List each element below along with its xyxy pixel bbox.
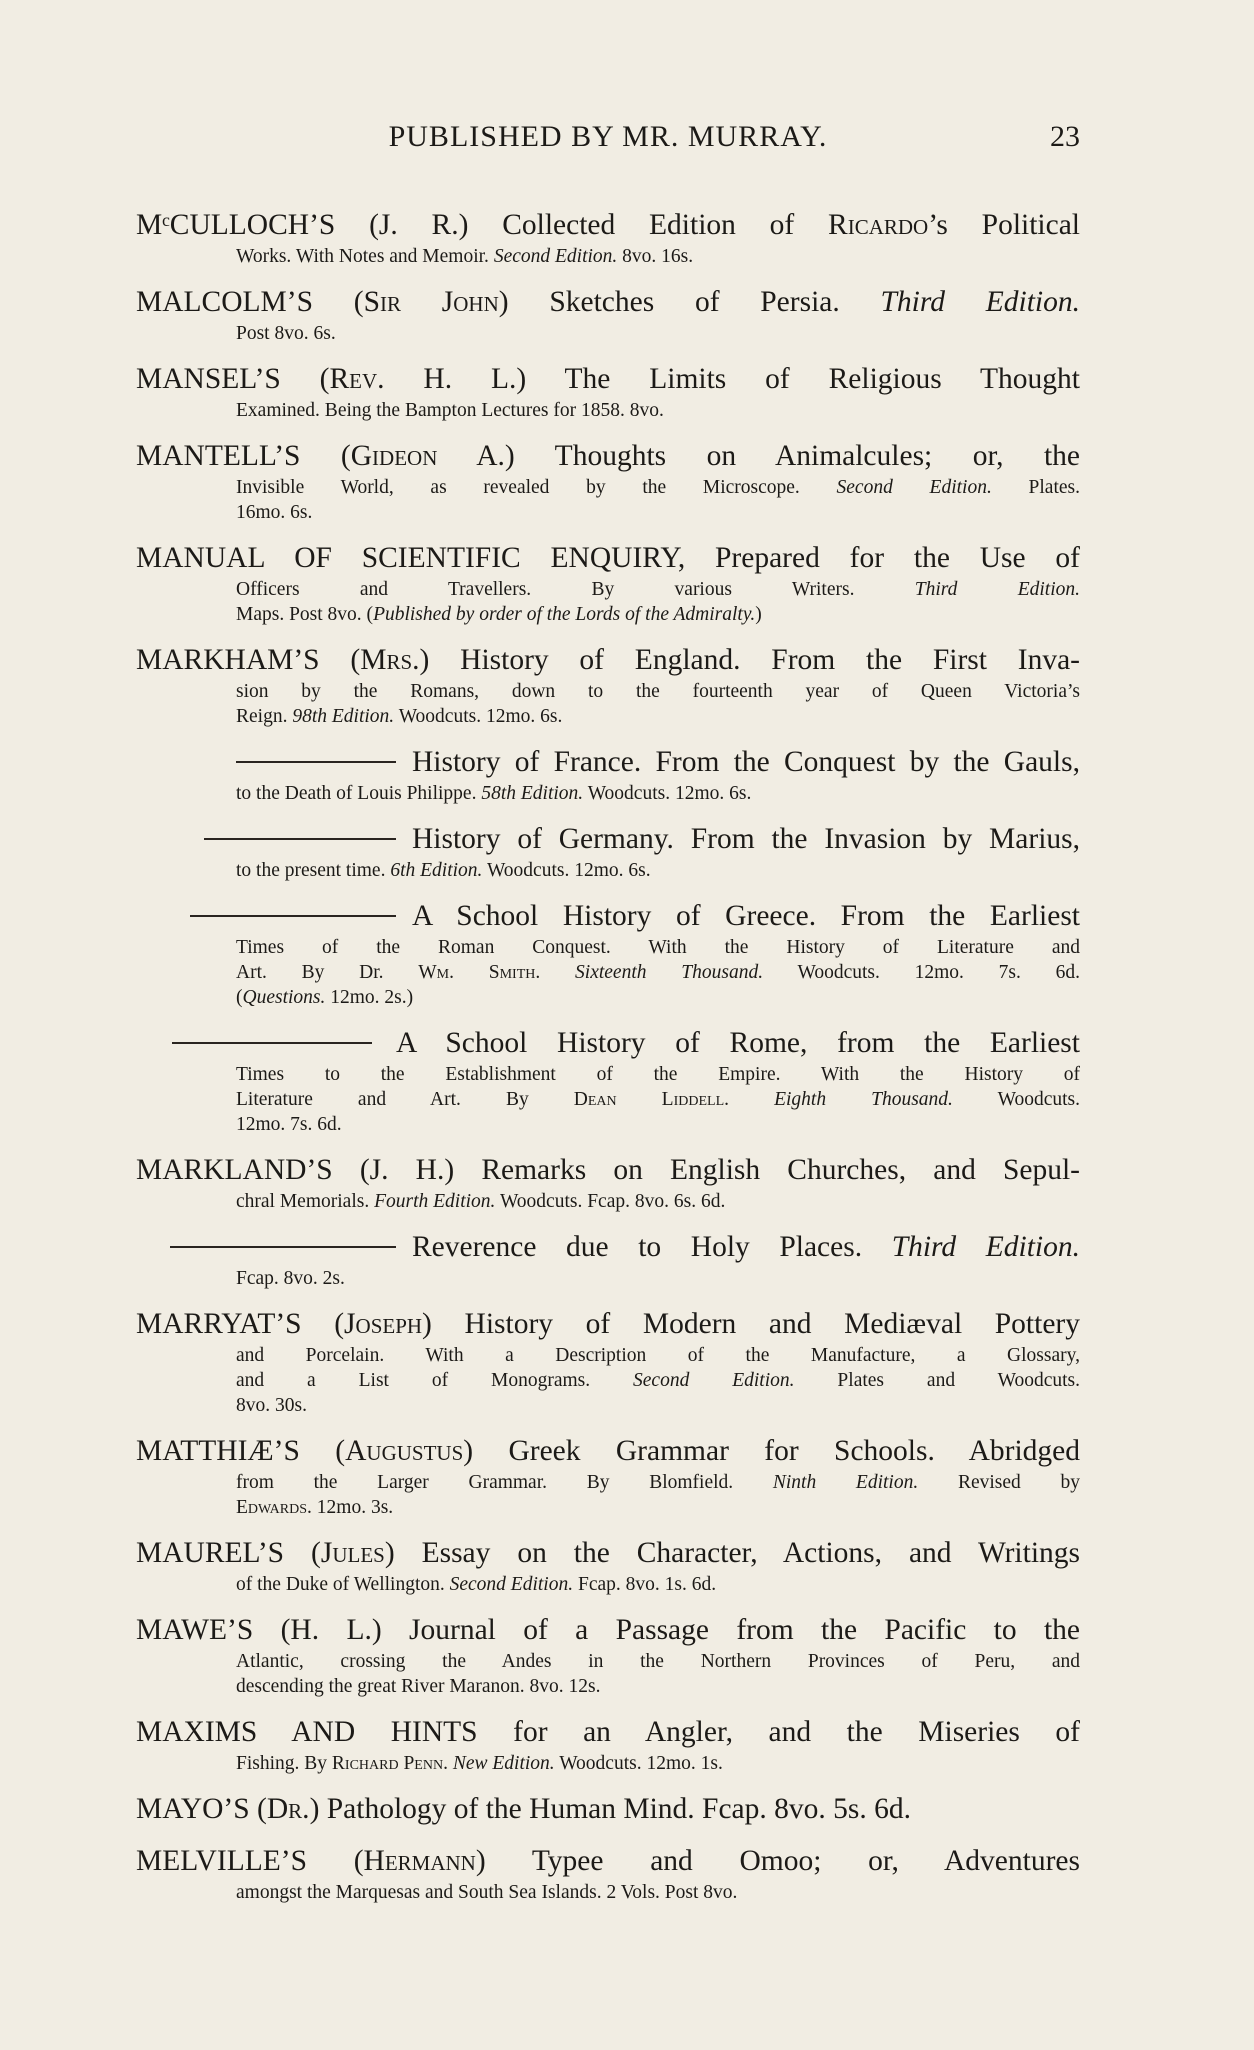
dash-row [136, 743, 1080, 781]
small-caps-text: Dean Liddell. [573, 1089, 730, 1110]
entry-heading: MANUAL OF SCIENTIFIC ENQUIRY, Prepared for the Use of [136, 542, 1080, 574]
heading-text: ) Sketches of Persia. [498, 286, 881, 318]
heading-text: MANTELL’S ( [136, 440, 351, 472]
entry-description [136, 1266, 1080, 1291]
catalog-entry-manual [136, 539, 1080, 627]
italic-text: Published by order of the Lords of the Admiralty. [373, 604, 756, 625]
description-line [236, 1572, 1080, 1597]
entry-description [136, 1649, 1080, 1699]
description-line: and Porcelain. With a Description of the Manufacture, a Glossary, [236, 1345, 1080, 1366]
description-line: Times of the Roman Conquest. With the History of Literature and [236, 937, 1080, 958]
dash-row [136, 1024, 1080, 1062]
text: Maps. Post 8vo. ( [236, 604, 374, 625]
catalog-entry-markland [136, 1151, 1080, 1214]
italic-text: Ninth Edition. [772, 1472, 919, 1493]
description-line [236, 985, 1080, 1010]
heading-text: MARRYAT’S ( [136, 1308, 345, 1340]
text: Officers and Travellers. By various Writers. [236, 579, 915, 600]
italic-text: Second Edition. [633, 1370, 795, 1391]
heading-text: ) Essay on the Character, Actions, and Writings [384, 1537, 1080, 1569]
text: Woodcuts. Fcap. 8vo. 6s. 6d. [495, 1191, 726, 1212]
entry-heading: A School History of Greece. From the Earliest [412, 900, 1080, 932]
description-line: 16mo. 6s. [236, 502, 313, 523]
italic-text: Third Edition. [914, 579, 1081, 600]
ditto-rule [190, 915, 396, 917]
heading-small-caps: icardo [847, 209, 929, 241]
italic-text: Fourth Edition. [374, 1191, 496, 1212]
description-line [236, 960, 1080, 985]
entry-description [136, 1880, 1080, 1905]
text: chral Memorials. [236, 1191, 375, 1212]
heading-text: Reverence due to Holy Places. [412, 1231, 892, 1263]
heading-small-caps: Sir John [363, 286, 499, 318]
heading-text: ) Typee and Omoo; or, Adventures [475, 1845, 1080, 1877]
catalog-entry-school-history-rome [136, 1024, 1080, 1137]
text: ( [236, 987, 243, 1008]
entry-heading: MARKLAND’S (J. H.) Remarks on English Churches, and Sepul- [136, 1154, 1080, 1186]
heading-small-caps: Hermann [363, 1845, 476, 1877]
italic-text: Second Edition. [449, 1574, 574, 1595]
entry-description [136, 781, 1080, 806]
text: Woodcuts. 12mo. 1s. [554, 1753, 723, 1774]
catalog-entry-mcculloch [136, 206, 1080, 269]
small-caps-text: Edwards. [236, 1497, 312, 1518]
description-line [236, 1470, 1080, 1495]
entry-heading [136, 206, 1080, 244]
heading-text: H. L.) The Limits of Religious Thought [384, 363, 1080, 395]
description-line: descending the great River Maranon. 8vo. 12s. [236, 1676, 601, 1697]
text: from the Larger Grammar. By Blomfield. [236, 1472, 773, 1493]
heading-text: MALCOLM’S ( [136, 286, 364, 318]
text: Art. By Dr. [236, 962, 419, 983]
heading-italic: Third Edition. [891, 1231, 1080, 1263]
ditto-rule [204, 838, 396, 840]
entry-description [136, 1470, 1080, 1520]
heading-text: ) History of Modern and Mediæval Pottery [422, 1308, 1080, 1340]
text: Fishing. By [236, 1753, 332, 1774]
entry-heading: MAXIMS AND HINTS for an Angler, and the Miseries of [136, 1716, 1080, 1748]
heading-text: MAYO’S ( [136, 1793, 267, 1825]
text: Works. With Notes and Memoir. [236, 246, 494, 267]
text: ) [755, 604, 762, 625]
entry-description [136, 577, 1080, 627]
running-head [136, 120, 1080, 164]
entry-heading [412, 1228, 1080, 1266]
text: to the present time. [236, 860, 391, 881]
catalog-entry-matthiae [136, 1432, 1080, 1520]
text: Woodcuts. [952, 1089, 1081, 1110]
entry-heading [136, 1305, 1080, 1343]
text: 12mo. 2s.) [325, 987, 414, 1008]
entry-heading [136, 437, 1080, 475]
text: 8vo. 16s. [617, 246, 694, 267]
entry-heading: History of France. From the Conquest by the Gauls, [412, 746, 1080, 778]
italic-text: 58th Edition. [481, 783, 584, 804]
description-line: amongst the Marquesas and South Sea Islands. 2 Vols. Post 8vo. [236, 1882, 738, 1903]
description-line: Examined. Being the Bampton Lectures for 1858. 8vo. [236, 400, 664, 421]
heading-text: MARKHAM’S ( [136, 644, 361, 676]
page-number: 23 [1050, 120, 1080, 153]
text: Woodcuts. 12mo. 6s. [583, 783, 752, 804]
text [729, 1089, 774, 1110]
description-line [236, 244, 1080, 269]
running-title: PUBLISHED BY MR. MURRAY. [388, 120, 828, 153]
text: Invisible World, as revealed by the Microscope. [236, 477, 837, 498]
heading-text: MAUREL’S ( [136, 1537, 321, 1569]
catalog-entry-marryat [136, 1305, 1080, 1418]
text: 12mo. 3s. [311, 1497, 394, 1518]
entry-description [136, 1751, 1080, 1776]
text: Plates and Woodcuts. [794, 1370, 1080, 1391]
text: Woodcuts. 12mo. 6s. [482, 860, 651, 881]
text: and a List of Monograms. [236, 1370, 634, 1391]
entry-heading [136, 1534, 1080, 1572]
italic-text: New Edition. [452, 1753, 555, 1774]
description-line [236, 858, 1080, 883]
text: Woodcuts. 12mo. 7s. 6d. [763, 962, 1081, 983]
catalog-entry-mansel [136, 360, 1080, 423]
heading-small-caps: Rev. [329, 363, 385, 395]
italic-text: 6th Edition. [390, 860, 483, 881]
entry-description [136, 1062, 1080, 1137]
heading-italic: Third Edition. [880, 286, 1080, 318]
description-line [236, 781, 1080, 806]
heading-small-caps: Augustus [345, 1435, 464, 1467]
entry-heading [136, 1842, 1080, 1880]
entry-heading [136, 641, 1080, 679]
text: to the Death of Louis Philippe. [236, 783, 482, 804]
entry-description [136, 1572, 1080, 1597]
description-line [236, 1368, 1080, 1393]
description-line: 8vo. 30s. [236, 1395, 307, 1416]
heading-text: MᶜCULLOCH’S (J. R.) Collected Edition of R [136, 209, 848, 241]
description-line [236, 577, 1080, 602]
catalog-entry-maxims-and-hints [136, 1713, 1080, 1776]
heading-text: ) Greek Grammar for Schools. Abridged [463, 1435, 1080, 1467]
heading-text: MANSEL’S ( [136, 363, 330, 395]
heading-small-caps: Jules [320, 1537, 385, 1569]
description-line [236, 704, 1080, 729]
entry-description [136, 475, 1080, 525]
italic-text: Second Edition. [836, 477, 992, 498]
catalog-entry-malcolm [136, 283, 1080, 346]
entry-heading [136, 283, 1080, 321]
text: Reign. [236, 706, 293, 727]
heading-text: MELVILLE’S ( [136, 1845, 364, 1877]
italic-text: 98th Edition. [292, 706, 395, 727]
catalog-entry-reverence-holy-places [136, 1228, 1080, 1291]
heading-text: A.) Thoughts on Animalcules; or, the [437, 440, 1081, 472]
catalog-entry-history-of-germany [136, 820, 1080, 883]
heading-small-caps: Gideon [350, 440, 438, 472]
dash-row [136, 820, 1080, 858]
description-line: Post 8vo. 6s. [236, 323, 336, 344]
entry-description [136, 679, 1080, 729]
description-line [236, 475, 1080, 500]
ditto-rule [170, 1246, 396, 1248]
dash-row [136, 897, 1080, 935]
entry-description [136, 1189, 1080, 1214]
heading-small-caps: Mrs. [360, 644, 420, 676]
heading-text: ) Pathology of the Human Mind. Fcap. 8vo. 5s. 6d. [309, 1793, 911, 1825]
catalog-entry-maurel [136, 1534, 1080, 1597]
heading-small-caps: Dr. [266, 1793, 310, 1825]
entry-description [136, 398, 1080, 423]
description-line: Atlantic, crossing the Andes in the Northern Provinces of Peru, and [236, 1651, 1080, 1672]
small-caps-text: Richard Penn. [331, 1753, 448, 1774]
text: Woodcuts. 12mo. 6s. [394, 706, 563, 727]
text: Revised by [918, 1472, 1080, 1493]
catalog-entry-history-of-france [136, 743, 1080, 806]
description-line: Times to the Establishment of the Empire. With the History of [236, 1064, 1080, 1085]
description-line [236, 602, 1080, 627]
entry-description [136, 935, 1080, 1010]
description-line [236, 1189, 1080, 1214]
heading-text: ) History of England. From the First Inva- [419, 644, 1080, 676]
catalog-entry-markham [136, 641, 1080, 729]
heading-tail: ’s Political [928, 209, 1080, 241]
description-line [236, 1751, 1080, 1776]
text: Fcap. 8vo. 1s. 6d. [573, 1574, 717, 1595]
entry-description [136, 1343, 1080, 1418]
heading-small-caps: Joseph [344, 1308, 423, 1340]
catalog-entry-mayo [136, 1790, 1080, 1828]
entry-description [136, 858, 1080, 883]
italic-text: Second Edition. [493, 246, 618, 267]
entry-heading [136, 1432, 1080, 1470]
entry-description [136, 244, 1080, 269]
entry-heading: A School History of Rome, from the Earliest [396, 1027, 1080, 1059]
entry-heading: MAWE’S (H. L.) Journal of a Passage from the Pacific to the [136, 1614, 1080, 1646]
description-line: Fcap. 8vo. 2s. [236, 1268, 345, 1289]
heading-text: MATTHIÆ’S ( [136, 1435, 346, 1467]
entry-heading [136, 1790, 1080, 1828]
catalog-entry-school-history-greece [136, 897, 1080, 1010]
description-line: sion by the Romans, down to the fourteenth year of Queen Victoria’s [236, 681, 1080, 702]
small-caps-text: Wm. Smith. [418, 962, 541, 983]
entry-heading: History of Germany. From the Invasion by Marius, [412, 823, 1080, 855]
ditto-rule [236, 761, 396, 763]
catalog-entry-mantell [136, 437, 1080, 525]
catalog-entry-melville [136, 1842, 1080, 1905]
ditto-rule [172, 1042, 372, 1044]
description-line [236, 1495, 1080, 1520]
page [136, 120, 1080, 1919]
text: Literature and Art. By [236, 1089, 574, 1110]
catalog-entry-mawe [136, 1611, 1080, 1699]
dash-row [136, 1228, 1080, 1266]
italic-text: Questions. [242, 987, 326, 1008]
entry-heading [136, 360, 1080, 398]
entry-description [136, 321, 1080, 346]
text: of the Duke of Wellington. [236, 1574, 450, 1595]
text [540, 962, 575, 983]
description-line [236, 1087, 1080, 1112]
italic-text: Eighth Thousand. [774, 1089, 953, 1110]
description-line: 12mo. 7s. 6d. [236, 1114, 342, 1135]
italic-text: Sixteenth Thousand. [575, 962, 764, 983]
text: Plates. [991, 477, 1080, 498]
